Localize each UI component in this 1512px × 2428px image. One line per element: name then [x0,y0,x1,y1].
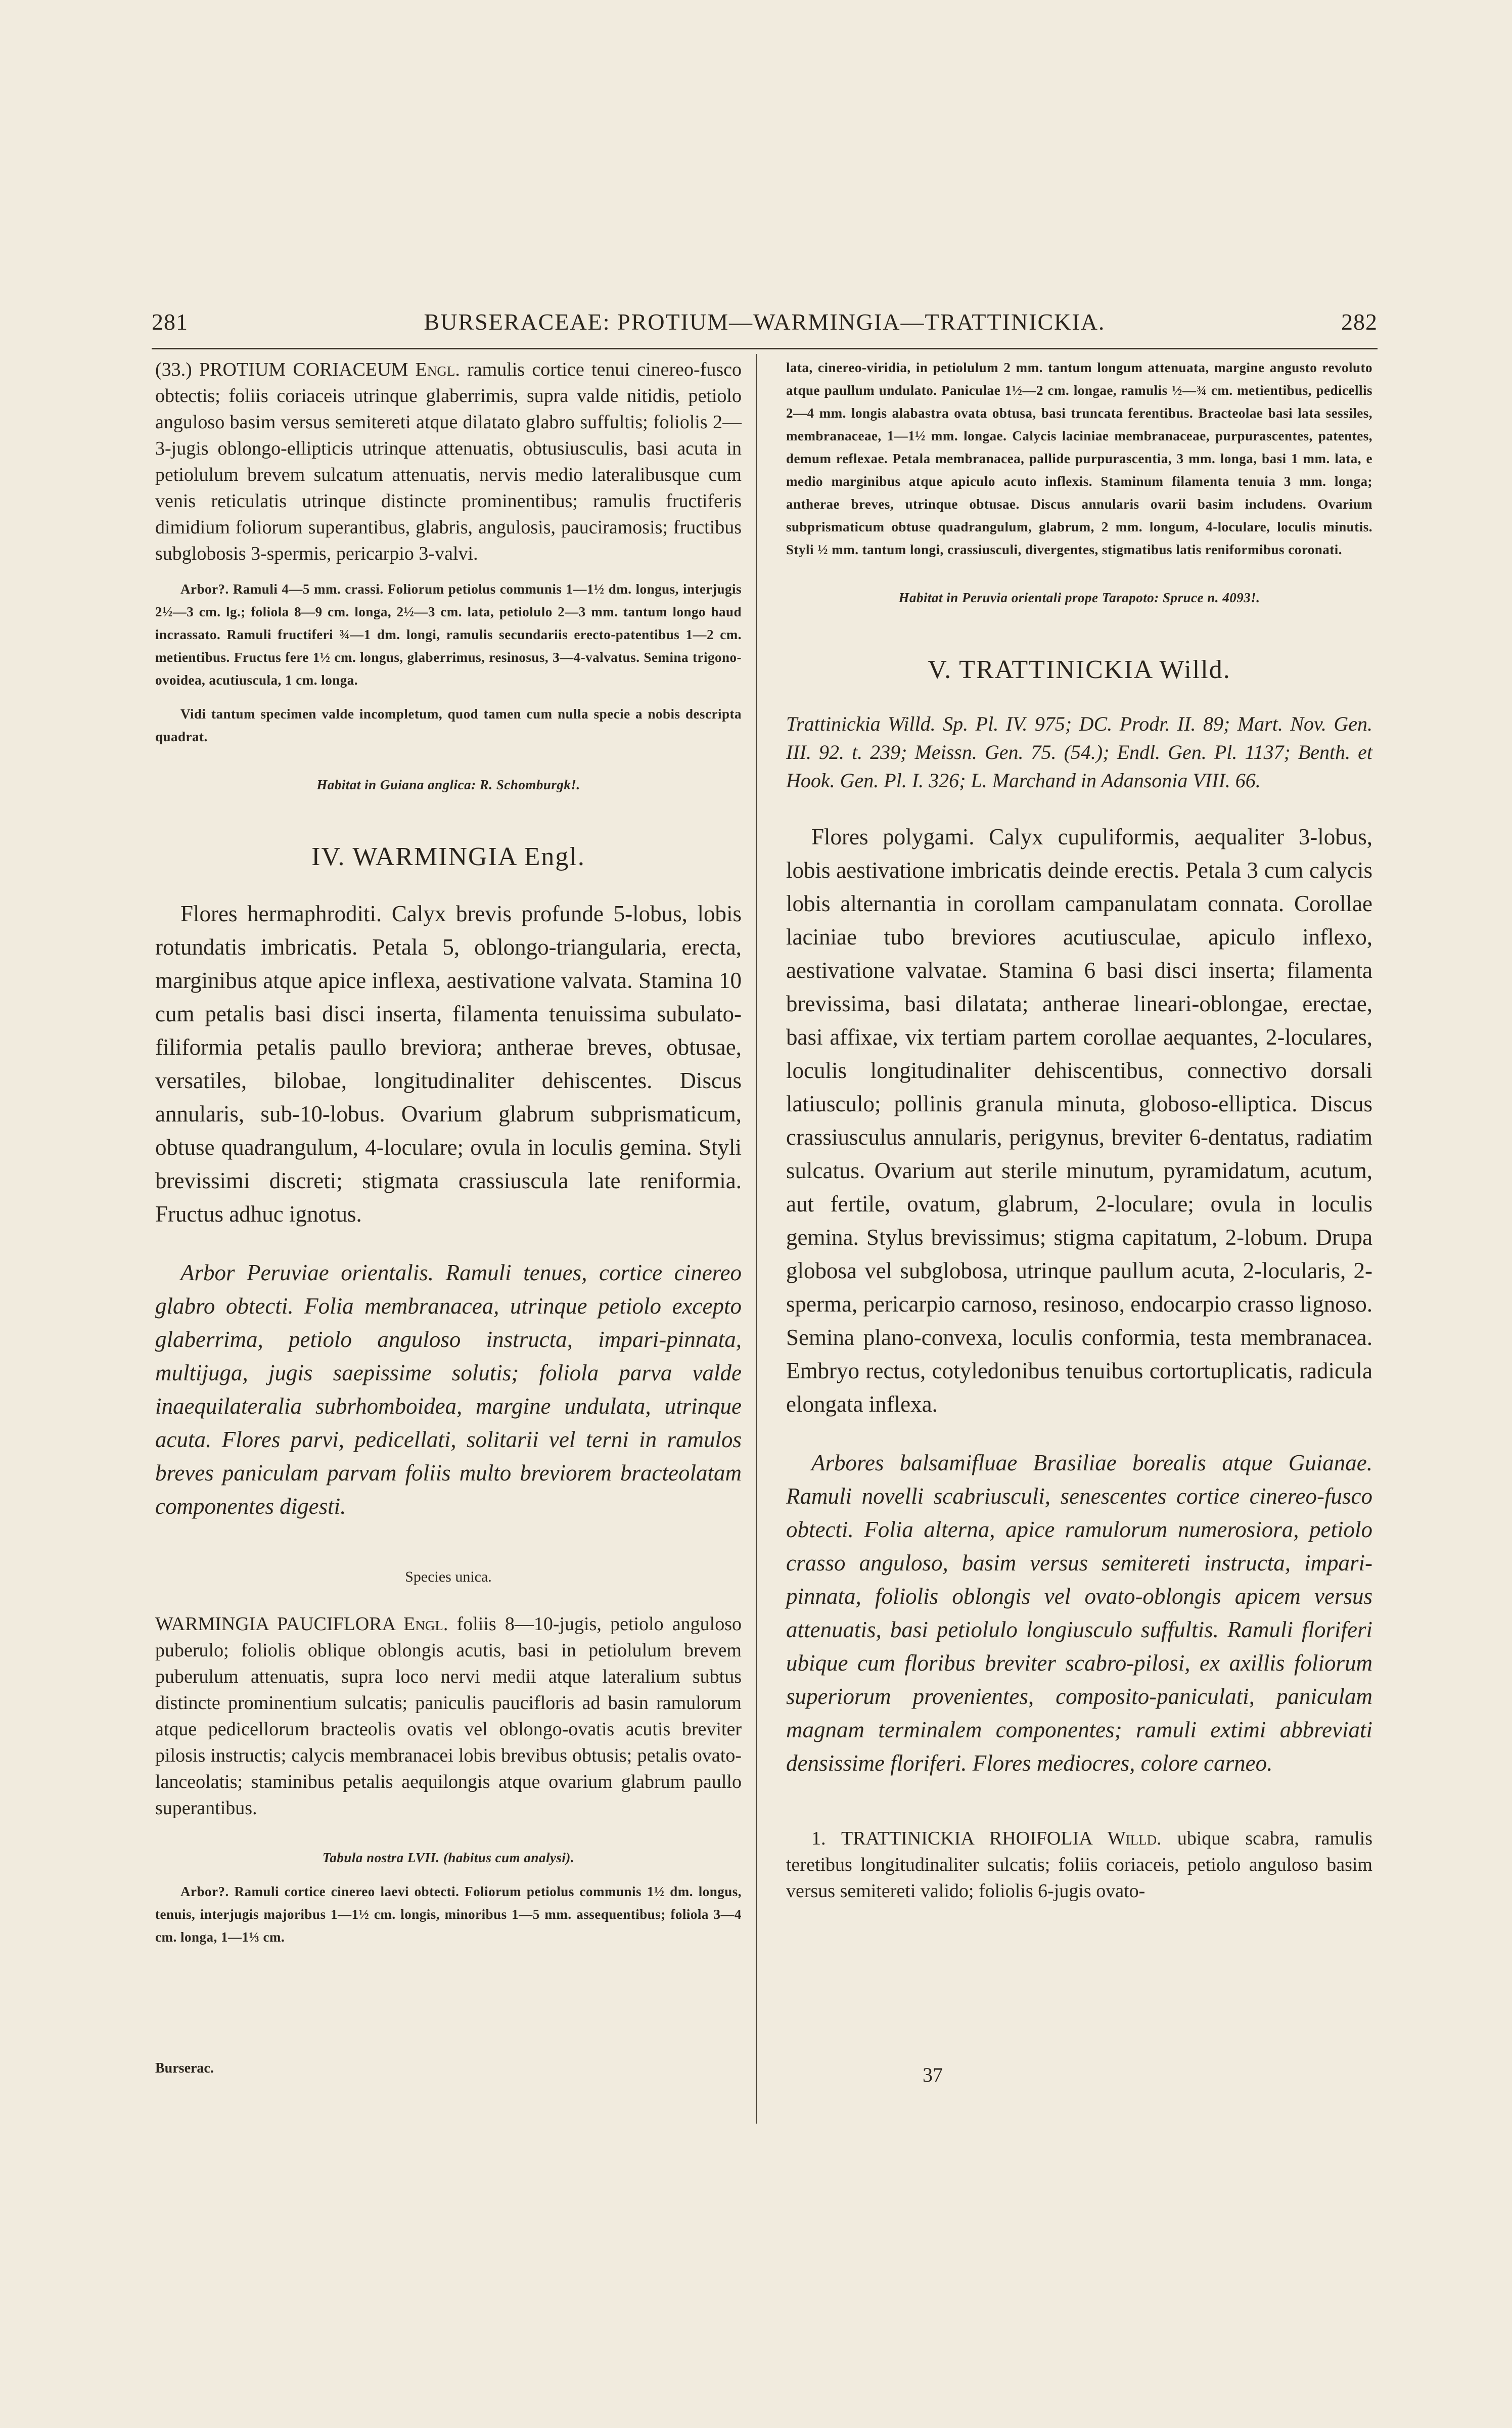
genus-description-warmingia: Flores hermaphroditi. Calyx brevis profunde 5-lobus, lobis rotundatis imbricatis. Petala 5, oblongo-triangularia, erecta, marginibus atque apice inflexa, aestivatione valvata. Stamina 10 cum petalis basi disci inserta, filamenta tenuissima subulato-filiformia petalis paullo breviora; antherae breves, obtusae, versatiles, bilobae, longitudinaliter dehiscentes. Discus annularis, sub-10-lobus. Ovarium glabrum subprismaticum, obtuse quadrangulum, 4-loculare; ovula in loculis gemina. Styli brevissimi discreti; stigmata crassiuscula late reniformia. Fructus adhuc ignotus. [155,901,742,1227]
running-header [152,308,1378,339]
species-diagnosis: foliis 8—10-jugis, petiolo anguloso puberulo; foliolis oblique oblongis acutis, basi in petiolulum brevem puberulum attenuatis, supra loco nervi medii atque lateralium subtus distincte prominentium sulcatis; paniculis paucifloris ad basin ramulorum atque pedicellorum bracteolis ovatis vel oblongo-ovatis acutis breviter pilosis instructis; calycis membranacei lobis brevibus obtusis; petalis ovato-lanceolatis; staminibus petalis aequilongis atque ovarium glabrum paullo superantibus. [155,1613,742,1819]
genus-description-trattinickia: Flores polygami. Calyx cupuliformis, aequaliter 3-lobus, lobis aestivatione imbricatis deinde erectis. Petala 3 cum calycis lobis alternantia in corollam campanulatam connata. Corollae laciniae tubo breviores acutiusculae, apiculo inflexo, aestivatione valvatae. Stamina 6 basi disci inserta; filamenta brevissima, basi dilatata; antherae lineari-oblongae, erectae, basi affixae, vix tertiam partem corollae aequantes, 2-loculares, loculis longitudinaliter dehiscentibus, connectivo dorsali latiusculo; pollinis granula minuta, globoso-elliptica. Discus crassiusculus annularis, perigynus, breviter 6-dentatus, radiatim sulcatus. Ovarium aut sterile minutum, pyramidatum, acutum, aut fertile, ovatum, glabrum, 2-loculare; ovula in loculis gemina. Stylus brevissimus; stigma capitatum, 2-lobum. Drupa globosa vel subglobosa, utrinque paullum acuta, 2-locularis, 2-sperma, pericarpio carnoso, resinoso, endocarpio crasso lignoso. Semina plano-convexa, loculis conformia, testa membranacea. Embryo rectus, cotyledonibus tenuibus cortortuplicatis, radicula elongata inflexa. [786,824,1372,1417]
right-column [786,356,1372,1904]
genus-heading-warmingia: IV. WARMINGIA Engl. [311,842,585,871]
species-description-warmingia [155,1611,742,1821]
page-number-right: 282 [1341,309,1378,335]
species-name: 1. TRATTINICKIA RHOIFOLIA [811,1828,1092,1849]
page-number-left: 281 [152,309,188,335]
left-column [155,356,742,1949]
genus-habit-warmingia: Arbor Peruviae orientalis. Ramuli tenues, cortice cinereo glabro obtecti. Folia membranacea, utrinque petiolo excepto glaberrima, petiolo anguloso instructa, impari-pinnata, multijuga, jugis saepissime solutis; foliola parva valde inaequilateralia subrhomboidea, margine undulata, utrinque acuta. Flores parvi, pedicellati, solitarii vel terni in ramulos breves paniculam parvam foliis multo breviorem bracteolatam componentes digesti. [155,1260,742,1519]
gathering-signature-number: 37 [923,2063,943,2086]
species-name: WARMINGIA PAUCIFLORA [155,1613,395,1635]
species-details-warmingia: Arbor?. Ramuli cortice cinereo laevi obtecti. Foliorum petiolus communis 1½ dm. longus, tenuis, interjugis majoribus 1—1½ cm. longis, minoribus 1—5 mm. assequentibus; foliola 3—4 cm. longa, 1—1⅓ cm. [155,1884,742,1945]
plate-reference: Tabula nostra LVII. (habitus cum analysi). [322,1850,575,1865]
species-description-protium [155,356,742,567]
habitat-warmingia: Habitat in Peruvia orientali prope Tarapoto: Spruce n. 4093!. [898,590,1260,605]
species-author: Willd. [1107,1828,1162,1849]
habitat-protium: Habitat in Guiana anglica: R. Schomburgk!. [316,777,580,792]
species-author: Engl. [403,1613,448,1635]
species-name: (33.) PROTIUM CORIACEUM [155,359,408,380]
species-details-continued: lata, cinereo-viridia, in petiolulum 2 mm. tantum longum attenuata, margine angusto revoluto atque paullum undulato. Paniculae 1½—2 cm. longae, ramulis ½—¾ cm. metientibus, pedicellis 2—4 mm. longis alabastra ovata obtusa, basi truncata ferentibus. Bracteolae basi lata sessiles, membranaceae, 1—1½ mm. longae. Calycis laciniae membranaceae, purpurascentes, patentes, demum reflexae. Petala membranacea, pallide purpurascentia, 3 mm. longa, basi 1 mm. lata, e medio marginibus atque apiculo acuto inflexis. Staminum filamenta tenuia 3 mm. longa; antherae breves, utrinque obtusae. Discus annularis ovarii basim includens. Ovarium subprismaticum obtuse quadrangulum, glabrum, 2 mm. longum, 4-loculare, loculis minutis. Styli ½ mm. tantum longi, crassiusculi, divergentes, stigmatibus latis reniformibus coronati. [786,360,1372,557]
genus-habit-trattinickia: Arbores balsamifluae Brasiliae borealis atque Guianae. Ramuli novelli scabriusculi, senescentes cortice cinereo-fusco obtecti. Folia alterna, apice ramulorum numerosiora, petiolo crasso anguloso, basim versus semitereti instructa, impari-pinnata, foliolis oblongis vel ovato-oblongis apicem versus attenuatis, basi petiolulo longiusculo suffultis. Ramuli floriferi ubique cum floribus breviter scabro-pilosi, ex axillis foliorum superiorum provenientes, composito-paniculati, paniculam magnam terminalem componentes; ramuli extimi abbreviati densissime floriferi. Flores mediocres, colore carneo. [786,1450,1372,1776]
species-unica-heading: Species unica. [405,1568,492,1585]
species-diagnosis: ubique scabra, ramulis teretibus longitudinaliter sulcatis; foliis coriaceis, petiolo anguloso basim versus semitereti valido; foliolis 6-jugis ovato- [786,1828,1373,1902]
column-divider [756,354,757,2124]
species-description-trattinickia [786,1825,1372,1904]
header-rule [152,348,1378,349]
genus-heading-trattinickia: V. TRATTINICKIA Willd. [928,655,1231,684]
genus-synonymy: Trattinickia Willd. Sp. Pl. IV. 975; DC. Prodr. II. 89; Mart. Nov. Gen. III. 92. t. 239; Meissn. Gen. 75. (54.); Endl. Gen. Pl. 1137; Benth. et Hook. Gen. Pl. I. 326; L. Marchand in Adansonia VIII. 66. [786,712,1372,792]
species-details-protium: Arbor?. Ramuli 4—5 mm. crassi. Foliorum petiolus communis 1—1½ dm. longus, interjugis 2½—3 cm. lg.; foliola 8—9 cm. longa, 2½—3 cm. lata, petiolulo 2—3 mm. tantum longo haud incrassato. Ramuli fructiferi ¾—1 dm. longi, ramulis secundariis erecto-patentibus 1—2 cm. metientibus. Fructus fere 1½ cm. longus, glaberrimus, resinosus, 3—4-valvatus. Semina trigono-ovoidea, acutiuscula, 1 cm. longa. [155,581,742,688]
species-diagnosis: ramulis cortice tenui cinereo-fusco obtectis; foliis coriaceis utrinque glaberrimis, supra valde nitidis, petiolo anguloso basim versus semitereti atque dilatato glabro suffultis; foliolis 2—3-jugis oblongo-ellipticis utrinque attenuatis, obtusiusculis, basi acuta in petiolulum brevem sulcatum attenuatis, nervis medio lateralibusque cum venis reticulatis utrinque distincte prominentibus; ramulis fructiferis dimidium foliorum superantibus, glabris, angulosis, pauciramosis; fructibus subglobosis 3-spermis, pericarpio 3-valvi. [155,359,742,564]
running-title: BURSERACEAE: PROTIUM—WARMINGIA—TRATTINICKIA. [424,309,1106,335]
species-note: Vidi tantum specimen valde incompletum, quod tamen cum nulla specie a nobis descripta quadrat. [155,706,742,744]
species-author: Engl. [415,359,460,380]
signature-mark: Burserac. [155,2060,214,2076]
